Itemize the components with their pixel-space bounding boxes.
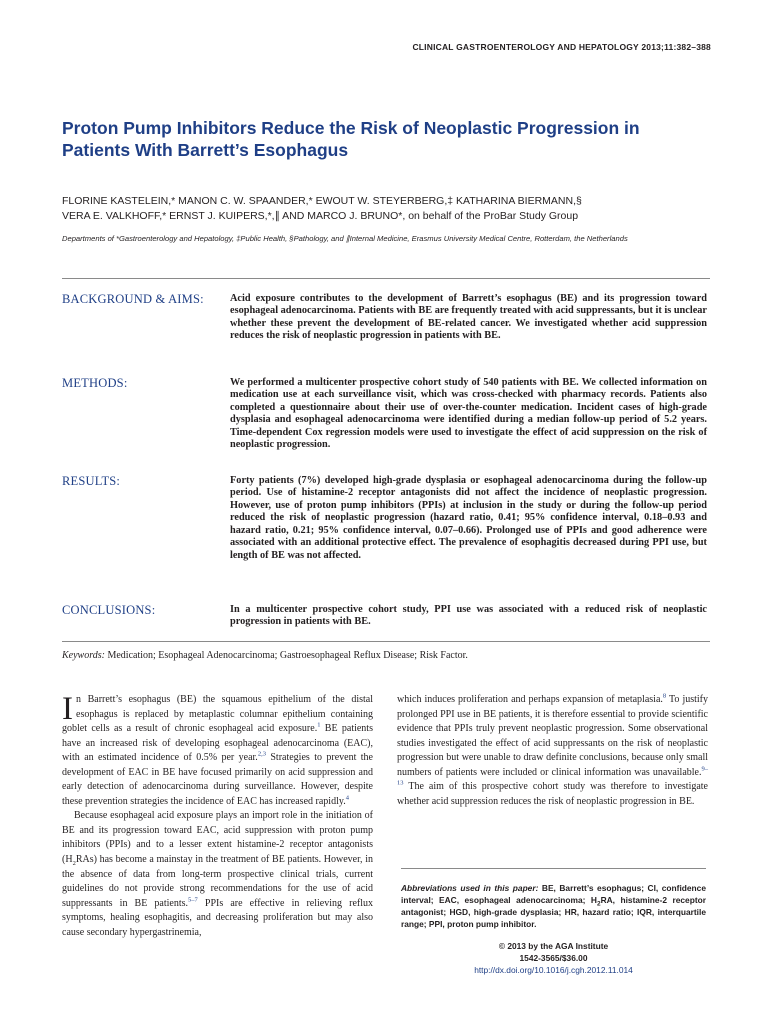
text-run: The aim of this prospective cohort study was therefore to investigate whether acid suppression reduces the risk of neoplastic progression in BE. [397, 781, 708, 807]
abbreviations-label: Abbreviations used in this paper: [401, 883, 539, 893]
background-label: BACKGROUND & AIMS: [62, 292, 204, 306]
author-line-1: FLORINE KASTELEIN,* MANON C. W. SPAANDER,* EWOUT W. STEYERBERG,‡ KATHARINA BIERMANN,§ [62, 195, 582, 207]
background-text: Acid exposure contributes to the development of Barrett’s esophagus (BE) and its progression toward esophageal adenocarcinoma. Patients with BE are frequently treated with acid suppressants, but it is unclear whether these prevent the development of BE-related cancer. We investigated whether acid suppression reduces the risk of neoplastic progression in patients with BE. [230, 293, 707, 342]
keywords-text: Medication; Esophageal Adenocarcinoma; Gastroesophageal Reflux Disease; Risk Factor. [107, 650, 468, 661]
body-paragraph-3 [397, 693, 708, 809]
abstract-top-rule [62, 278, 710, 279]
text-run: n Barrett’s esophagus (BE) the squamous epithelium of the distal esophagus is replaced by metaplastic columnar epithelium containing goblet cells as a result of chronic esophageal acid exposure. [62, 694, 373, 735]
keywords-rule [62, 641, 710, 642]
doi-link[interactable]: http://dx.doi.org/10.1016/j.cgh.2012.11.014 [474, 965, 633, 975]
citation-link[interactable]: 5–7 [188, 896, 198, 904]
body-column-left [62, 693, 373, 940]
text-run: RA, histamine-2 receptor antagonist; HGD, high-grade dysplasia; HR, hazard ratio; IQR, interquartile range; PPI, proton pump inhibitor. [401, 895, 706, 929]
citation-link[interactable]: 2,3 [257, 750, 266, 758]
study-group: on behalf of the ProBar Study Group [408, 210, 579, 222]
drop-cap: I [62, 691, 73, 727]
author-names: VERA E. VALKHOFF,* ERNST J. KUIPERS,*,∥ AND MARCO J. BRUNO*, [62, 210, 406, 222]
body-paragraph-1 [62, 693, 373, 809]
citation-link[interactable]: 1 [317, 721, 321, 729]
body-paragraph-2 [62, 809, 373, 940]
text-run: RAs) has become a mainstay in the treatment of BE patients. However, in the absence of data from long-term prospective clinical trials, current guidelines do not provide strong recommendations for the use of acid suppressants in BE patients. [62, 854, 373, 909]
subscript: 2 [596, 900, 601, 908]
text-run: BE patients have an increased risk of developing esophageal adenocarcinoma (EAC), with an estimated incidence of 0.5% per year. [62, 723, 373, 764]
body-column-right [397, 693, 708, 809]
issn-price: 1542-3565/$36.00 [519, 953, 588, 963]
footnote-rule [401, 868, 706, 869]
text-run: Strategies to prevent the development of EAC in BE have focused primarily on acid suppression and early detection of adenocarcinoma during surveillance. However, despite these prevention strategies the incidence of EAC has increased rapidly. [62, 752, 373, 807]
author-line-2 [62, 209, 722, 224]
results-label: RESULTS: [62, 474, 121, 488]
citation-link[interactable]: 9–13 [397, 765, 708, 787]
article-title: Proton Pump Inhibitors Reduce the Risk of Neoplastic Progression in Patients With Barrett’s Esophagus [62, 118, 640, 160]
methods-label: METHODS: [62, 376, 128, 390]
copyright-line: © 2013 by the AGA Institute [498, 941, 609, 951]
keywords [62, 650, 710, 661]
affiliation: Departments of *Gastroenterology and Hepatology, ‡Public Health, §Pathology, and ∥Internal Medicine, Erasmus University Medical Centre, Rotterdam, the Netherlands [62, 234, 628, 243]
journal-header: CLINICAL GASTROENTEROLOGY AND HEPATOLOGY 2013;11:382–388 [412, 42, 711, 52]
text-run: which induces proliferation and perhaps expansion of metaplasia. [397, 694, 663, 705]
keywords-label: Keywords: [62, 650, 105, 661]
text-run: To justify prolonged PPI use in BE patients, it is therefore essential to provide scientific evidence that PPIs truly prevent neoplastic progression. Some observational studies investigated the effect of acid suppressants on the risk of neoplastic progression but were unable to draw definite conclusions, because only small numbers of patients were included or clinical information was unavailable. [397, 694, 708, 778]
conclusions-label: CONCLUSIONS: [62, 603, 156, 617]
abbreviations-footnote [401, 882, 706, 930]
citation-link[interactable]: 4 [345, 794, 349, 802]
citation-link[interactable]: 8 [662, 692, 667, 700]
conclusions-text: In a multicenter prospective cohort study, PPI use was associated with a reduced risk of neoplastic progression in patients with BE. [230, 604, 707, 628]
text-run: PPIs are effective in relieving reflux symptoms, healing esophagitis, and decreasing proliferation but may also cause secondary hypergastrinemia, [62, 897, 373, 938]
text-run: BE, Barrett’s esophagus; CI, confidence interval; EAC, esophageal adenocarcinoma; H [401, 883, 706, 905]
subscript: 2 [72, 860, 76, 868]
author-list [62, 194, 722, 224]
text-run: Because esophageal acid exposure plays an import role in the initiation of BE and its progression toward EAC, acid suppression with proton pump inhibitors (PPIs) and to a lesser extent histamine-2 receptor antagonists (H [62, 810, 373, 866]
results-text: Forty patients (7%) developed high-grade dysplasia or esophageal adenocarcinoma during the follow-up period. Use of histamine-2 receptor antagonists did not affect the incidence of neoplastic progression. However, use of proton pump inhibitors (PPIs) at inclusion in the study or during the follow-up period reduced the risk of neoplastic progression (hazard ratio, 0.41; 95% confidence interval, 0.18–0.93 and hazard ratio, 0.21; 95% confidence interval, 0.07–0.66). Prolonged use of PPIs and good adherence were associated with an additional protective effect. The prevalence of esophagitis decreased during PPI use, but length of BE was not affected. [230, 475, 707, 561]
methods-text: We performed a multicenter prospective cohort study of 540 patients with BE. We collected information on medication use at each surveillance visit, which was cross-checked with pharmacy records. Patients also completed a questionnaire about their use of over-the-counter medication. Incident cases of high-grade dysplasia and esophageal adenocarcinoma were identified during a median follow-up period of 5.2 years. Time-dependent Cox regression models were used to investigate the effect of acid suppression on the risk of neoplastic progression. [230, 377, 707, 451]
